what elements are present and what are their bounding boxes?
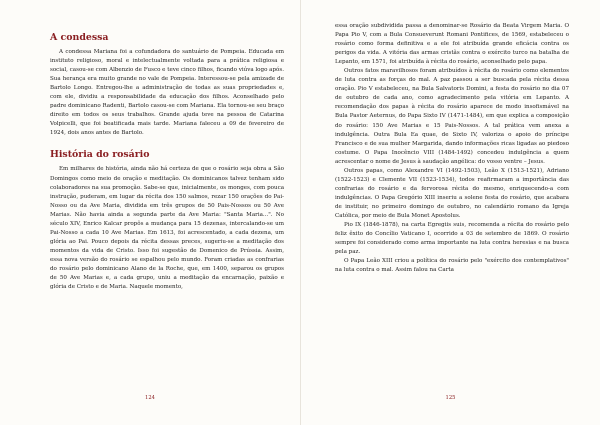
heading-historia-do-rosario: História do rosário xyxy=(50,149,150,161)
heading-a-condessa: A condessa xyxy=(50,32,109,43)
paragraph: Outros papas, como Alexandre VI (1492-1503), Leão X (1513-1521), Adriano (1522-1523) e Clemente VII (1523-1534), todos reafirmaram a importância das confrarias do rosário e da fervorosa récita do mesmo, enriquecendo-a com indulgências. O Papa Gregório XIII inseriu a solene festa do rosário, que acabara de instituir, no primeiro domingo de outubro, no calendário romano da Igreja Católica, por meio de Bula Monet Apostolus. xyxy=(335,167,569,219)
paragraph: O Papa Leão XIII criou a política do rosário pelo "exército dos contemplativos" na luta contra o mal. Assim falou na Carta xyxy=(335,258,569,274)
right-text-column xyxy=(335,22,569,275)
left-text-column xyxy=(50,22,284,292)
page-number: 125 xyxy=(445,395,456,401)
paragraph: Em milhares de história, ainda não há certeza de que o rosário seja obra a São Domingos como meio de oração e meditação. Os dominicanos talvez tenham sido colaboradores na sua promoção. Sabe-se que, inicialmente, os monges, com pouca instrução, puderam, em lugar da récita dos 150 salmos, rezar 150 orações do Pai-Nosso ou da Ave Maria, dividida em três grupos de 50 Pais-Nossos ou 50 Ave Marias. Não havia ainda a segunda parte da Ave Maria: "Santa Maria...". No século XIV, Enrico Kalcar propôs a mudança para 15 dezenas, intercalando-se um Pai-Nosso a cada 10 Ave Marias. Em 1613, foi acrescentado, a cada dezena, um glória ao Pai. Pouco depois da récita dessas preces, sugeriu-se a meditação dos momentos da vida de Cristo. Isso foi sugestão de Domenico de Prússia. Assim, essa nova versão do rosário se espalhou pelo mundo. Foram criadas as confrarias do rosário pelo dominicano Alano de la Roche, que, em 1400, separou os grupos de 50 Ave Marias e, a cada grupo, uniu a meditação da encarnação, paixão e glória de Cristo e de Maria. Naquele momento, xyxy=(50,166,284,291)
right-page xyxy=(300,0,600,425)
paragraph: Pio IX (1846-1878), na carta Egregiis suis, recomenda a récita do rosário pelo feliz êxito do Concílio Vaticano I, ocorrido a 03 de setembro de 1869. O rosário sempre foi considerado como arma importante na luta contra heresias e na busca pela paz. xyxy=(335,222,569,256)
page-number: 124 xyxy=(145,395,155,401)
paragraph: essa oração subdividida passa a denominar-se Rosário da Beata Virgem Maria. O Papa Pio V, com a Bula Consueverunt Romani Pontifices, de 1569, estabeleceu o rosário como forma definitiva e a ele foi atribuída grande eficácia contra os perigos da vida. A vitória das armas cristãs contra o exército turco na batalha de Lepanto, em 1571, foi atribuída à récita do rosário, aconselhado pelo papa. xyxy=(335,23,569,66)
paragraph: A condessa Mariana foi a cofundadora do santuário de Pompeia. Educada em instituto religioso, moral e intelectualmente voltada para a prática religiosa e social, casou-se com Albenzio de Fusco e teve cinco filhos, ficando viúva logo após. Sua herança era muito grande no vale de Pompeia. Interessou-se pela amizade de Bartolo Longo. Entregou-lhe a administração de todas as suas propriedades e, com ele, dividiu a responsabilidade da educação dos filhos. Aconselhado pelo padre dominicano Radenti, Bartolo casou-se com Mariana. Ela tornou-se seu braço direito em todos os seus trabalhos. Grande ajuda teve na pessoa de Catarina Volpicelli, que foi beatificada mais tarde. Mariana faleceu a 09 de fevereiro de 1924, dois anos antes de Bartolo. xyxy=(50,49,284,137)
paragraph: Outros fatos maravilhosos foram atribuídos à récita do rosário como elementos de luta contra as forças do mal. A paz passou a ser buscada pela récita dessa oração. Pio V estabeleceu, na Bula Salvatoris Domini, a festa do rosário no dia 07 de outubro de cada ano, como agradecimento pela vitória em Lepanto. A recomendação dos papas à récita do rosário aparece de modo insofismável na Bula Pastor Aeternus, do Papa Sixto IV (1471-1484), em que explica a composição do rosário: 150 Ave Marias e 15 Pais-Nossos. A tal prática vem anexa a indulgência. Outra Bula Ea quae, de Sixto IV, valoriza o apoio do príncipe Francisco e de sua mulher Margarida, dando informações ricas ligadas ao piedoso costume. O Papa Inocêncio VIII (1484-1492) concedeu indulgência a quem acrescentar o nome de Jesus à saudação angélica: do vosso ventre – Jesus. xyxy=(335,68,569,165)
